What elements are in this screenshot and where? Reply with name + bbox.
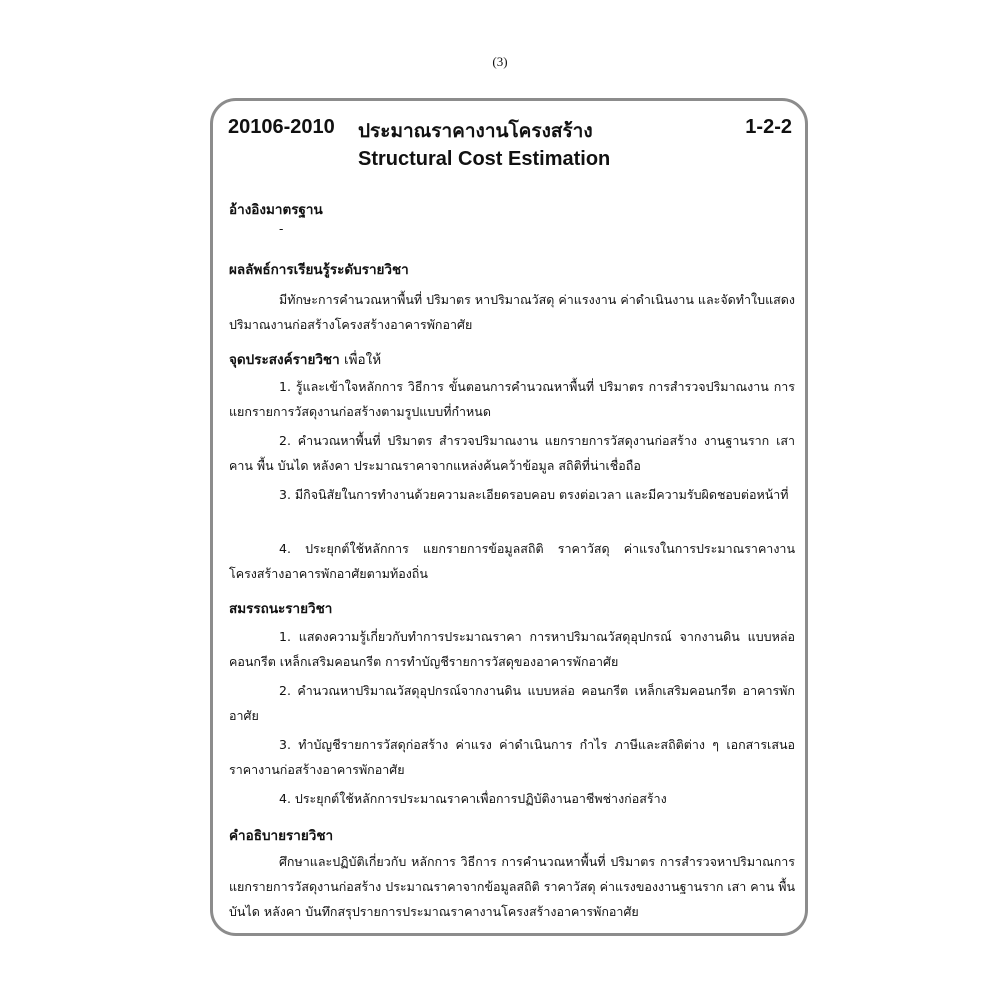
competency-item: 3. ทำบัญชีรายการวัสดุก่อสร้าง ค่าแรง ค่าดำเนินการ กำไร ภาษีและสถิติต่าง ๆ เอกสารเสนอราคางานก่อสร้างอาคารพักอาศัย	[229, 737, 795, 777]
standards-heading: อ้างอิงมาตรฐาน	[229, 202, 323, 218]
course-title-english: Structural Cost Estimation	[358, 148, 611, 170]
course-credits: 1-2-2	[745, 116, 792, 138]
objectives-heading-suffix: เพื่อให้	[339, 352, 382, 368]
objective-item: 3. มีกิจนิสัยในการทำงานด้วยความละเอียดรอบคอบ ตรงต่อเวลา และมีความรับผิดชอบต่อหน้าที่	[279, 487, 789, 502]
description-text: ศึกษาและปฏิบัติเกี่ยวกับ หลักการ วิธีการ การคำนวณหาพื้นที่ ปริมาตร การสำรวจหาปริมาณการแยกรายการวัสดุงานก่อสร้าง ประมาณราคาจากข้อมูลสถิติ ราคาวัสดุ ค่าแรงของงานฐานราก เสา คาน พื้น บันได หลังคา บันทึกสรุปรายการประมาณราคางานโครงสร้างอาคารพักอาศัย	[229, 854, 795, 919]
objective-item: 4. ประยุกต์ใช้หลักการ แยกรายการข้อมูลสถิติ ราคาวัสดุ ค่าแรงในการประมาณราคางานโครงสร้างอาคารพักอาศัยตามท้องถิ่น	[229, 541, 795, 581]
learning-outcome-text: มีทักษะการคำนวณหาพื้นที่ ปริมาตร หาปริมาณวัสดุ ค่าแรงงาน ค่าดำเนินงาน และจัดทำใบแสดงปริมาณงานก่อสร้างโครงสร้างอาคารพักอาศัย	[229, 292, 795, 332]
objective-item: 1. รู้และเข้าใจหลักการ วิธีการ ขั้นตอนการคำนวณหาพื้นที่ ปริมาตร การสำรวจปริมาณงาน การแยกรายการวัสดุงานก่อสร้างตามรูปแบบที่กำหนด	[229, 379, 795, 419]
course-title-thai: ประมาณราคางานโครงสร้าง	[358, 120, 593, 142]
competency-item: 2. คำนวณหาปริมาณวัสดุอุปกรณ์จากงานดิน แบบหล่อ คอนกรีต เหล็กเสริมคอนกรีต อาคารพักอาศัย	[229, 683, 795, 723]
course-code: 20106-2010	[228, 116, 335, 138]
learning-outcome-heading: ผลลัพธ์การเรียนรู้ระดับรายวิชา	[229, 262, 409, 278]
objectives-heading-label: จุดประสงค์รายวิชา	[229, 352, 340, 368]
competency-item: 4. ประยุกต์ใช้หลักการประมาณราคาเพื่อการปฏิบัติงานอาชีพช่างก่อสร้าง	[279, 791, 667, 806]
standards-value: -	[279, 222, 284, 237]
objectives-heading	[229, 348, 381, 370]
objective-item: 2. คำนวณหาพื้นที่ ปริมาตร สำรวจปริมาณงาน แยกรายการวัสดุงานก่อสร้าง งานฐานราก เสา คาน พื้น บันได หลังคา ประมาณราคาจากแหล่งค้นคว้าข้อมูล สถิติที่น่าเชื่อถือ	[229, 433, 795, 473]
description-heading: คำอธิบายรายวิชา	[229, 828, 334, 844]
page-number: (3)	[492, 54, 508, 69]
competency-item: 1. แสดงความรู้เกี่ยวกับทำการประมาณราคา การหาปริมาณวัสดุอุปกรณ์ จากงานดิน แบบหล่อคอนกรีต เหล็กเสริมคอนกรีต การทำบัญชีรายการวัสดุของอาคารพักอาศัย	[229, 629, 795, 669]
competencies-heading: สมรรถนะรายวิชา	[229, 601, 333, 617]
